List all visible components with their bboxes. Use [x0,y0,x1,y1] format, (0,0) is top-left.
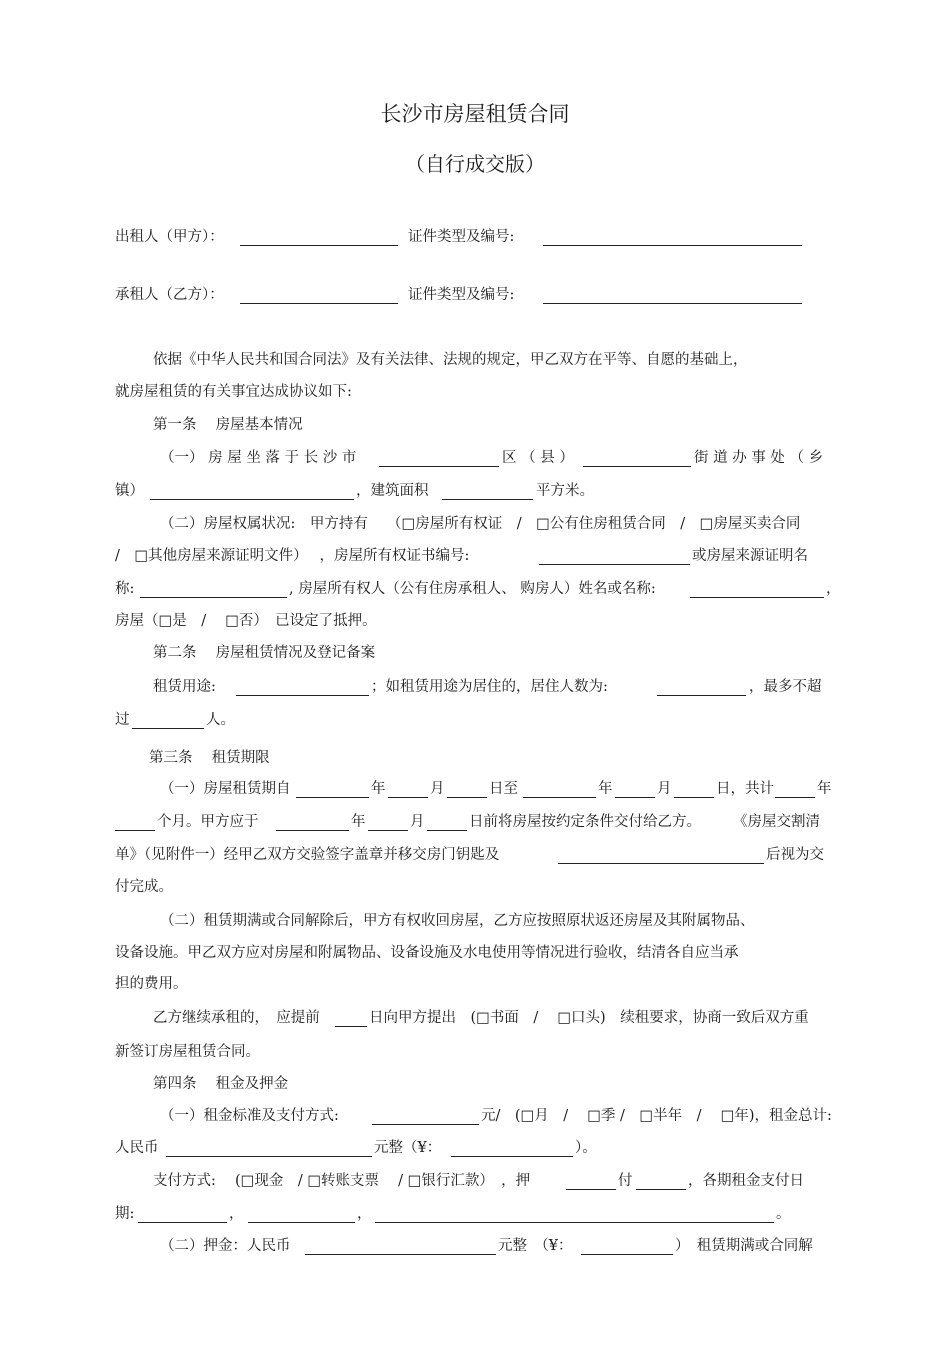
purpose-blank[interactable] [236,695,369,696]
deposit-months-blank[interactable] [566,1189,616,1190]
art4-pay-word: 付 [618,1173,633,1189]
delivery-month-blank[interactable] [368,830,408,831]
party-a-label: 出租人（甲方）： [115,229,224,245]
start-month-blank[interactable] [388,797,428,798]
art1-unit-text: 平方米。 [536,483,594,499]
art4-pay-method: 支付方式: (□现金 / □转账支票 / □银行汇款） ，押 [153,1173,531,1189]
pay-date-2-blank[interactable] [248,1222,355,1223]
handover-items-blank[interactable] [558,863,764,864]
art3-delivery-text: 个月。甲方应于 [157,814,259,830]
art1-location-text: （一） 房 屋 坐 落 于 长 沙 市 [160,450,357,466]
art1-area-text: ，建筑面积 [356,483,429,499]
art2-residents-text: ；如租赁用途为居住的，居住人数为: [371,679,608,695]
art1-comma: ， [826,581,841,597]
party-a-id-blank[interactable] [543,245,802,246]
art3-handover-text: 《房屋交割清 [733,814,820,830]
art2-max-text: ，最多不超 [749,679,822,695]
max-residents-blank[interactable] [132,728,204,729]
end-year-blank[interactable] [523,797,596,798]
art2-purpose-label: 租赁用途: [153,679,216,695]
area-blank[interactable] [442,499,533,500]
doc-title: 长沙市房屋租赁合同 [380,102,570,126]
intro-line-1: 依据《中华人民共和国合同法》及有关法律、法规的规定，甲乙双方在平等、自愿的基础上， [153,352,748,368]
start-year-blank[interactable] [296,797,369,798]
art3-year-word-2: 年 [598,781,613,797]
start-day-blank[interactable] [447,797,487,798]
party-b-blank[interactable] [240,303,398,304]
doc-subtitle: （自行成交版） [405,152,545,176]
party-b-id-blank[interactable] [543,303,802,304]
rent-amount-blank[interactable] [372,1124,479,1125]
district-blank[interactable] [379,466,499,467]
owner-name-blank[interactable] [690,597,824,598]
art3-year-word-4: 年 [351,814,366,830]
article-2-title: 第二条 房屋租赁情况及登记备案 [153,645,376,661]
total-months-blank[interactable] [115,830,155,831]
art1-ownership-line-2: / □其他房屋来源证明文件） ，房屋所有权证书编号: [115,548,470,564]
art3-month-word: 月 [430,781,445,797]
intro-line-2: 就房屋租赁的有关事宜达成协议如下: [115,384,352,400]
rent-total-num-blank[interactable] [451,1156,573,1157]
art1-district-text: 区 （ 县 ） [502,450,574,466]
party-b-id-label: 证件类型及编号: [408,287,515,303]
art3-month-word-2: 月 [657,781,672,797]
deposit-num-blank[interactable] [581,1254,673,1255]
art3-complete-text: 付完成。 [115,879,173,895]
art4-deposit-yuan: 元整 （¥： [498,1238,573,1254]
art4-deposit-end: ） 租赁期满或合同解 [675,1238,813,1254]
art4-deposit-label: （二）押金：人民币 [160,1238,291,1254]
certificate-no-blank[interactable] [539,564,690,565]
residents-blank[interactable] [657,695,746,696]
art3-year-word: 年 [371,781,386,797]
art1-town-text: 镇） [115,483,144,499]
art1-mortgage-text: 房屋（□是 / □否） 已设定了抵押。 [115,613,377,629]
article-3-title: 第三条 租赁期限 [149,750,270,766]
rent-total-cn-blank[interactable] [166,1156,372,1157]
art4-rent-period: 元/ (□月 / □季 / □半年 / □年)，租金总计: [481,1108,832,1124]
art4-rent-label: （一）租金标准及支付方式: [160,1108,339,1124]
art3-to-word: 日至 [489,781,518,797]
art1-name-label: 称: [115,581,135,597]
street-blank[interactable] [583,466,691,467]
art4-rmb-label: 人民币 [115,1140,159,1156]
pay-date-1-blank[interactable] [138,1222,227,1223]
article-4-title: 第四条 租金及押金 [153,1076,289,1092]
end-day-blank[interactable] [674,797,714,798]
certificate-name-blank[interactable] [140,597,287,598]
art4-pay-date-text: ，各期租金支付日 [688,1173,804,1189]
art3-expiry-line-3: 担的费用。 [115,976,188,992]
art4-period: 。 [776,1206,791,1222]
art3-period-from: （一）房屋租赁期自 [160,781,291,797]
art3-handover-end: 后视为交 [766,847,824,863]
deposit-cn-blank[interactable] [305,1254,496,1255]
party-b-label: 承租人（乙方）： [115,287,224,303]
party-a-blank[interactable] [240,245,398,246]
art3-expiry-line-2: 设备设施。甲乙双方应对房屋和附属物品、设备设施及水电使用等情况进行验收，结清各自应当承 [115,945,739,961]
end-month-blank[interactable] [615,797,655,798]
art3-renew-text: 乙方继续承租的， 应提前 [153,1010,320,1026]
delivery-year-blank[interactable] [276,830,349,831]
art1-ownership-line-1: （二）房屋权属状况: 甲方持有 （□房屋所有权证 / □公有住房租赁合同 / □房屋买卖合同 [160,516,801,532]
art2-exceed-text: 过 [115,712,130,728]
art3-year-word-3: 年 [817,781,832,797]
art3-delivery-text-2: 日前将房屋按约定条件交付给乙方。 [469,814,701,830]
address-blank[interactable] [150,499,354,500]
art1-ownership-line-2b: 或房屋来源证明名 [692,548,808,564]
art4-yuan-text: 元整（¥： [374,1140,442,1156]
pay-months-blank[interactable] [636,1189,686,1190]
art3-renew-end: 新签订房屋租赁合同。 [115,1044,260,1060]
art3-renew-text-2: 日向甲方提出 (□书面 / □口头) 续租要求，协商一致后双方重 [369,1010,809,1026]
article-1-title: 第一条 房屋基本情况 [153,417,303,433]
art3-total-word: 日，共计 [716,781,774,797]
art4-date-label: 期: [115,1206,135,1222]
pay-date-3-blank[interactable] [375,1222,774,1223]
art2-person-text: 人。 [206,712,235,728]
delivery-day-blank[interactable] [427,830,467,831]
party-a-id-label: 证件类型及编号: [408,229,515,245]
renew-days-blank[interactable] [335,1026,367,1027]
art1-street-text: 街 道 办 事 处 （ 乡 [694,450,824,466]
art3-handover-line: 单》（见附件一）经甲乙双方交验签字盖章并移交房门钥匙及 [115,847,500,863]
art3-month-word-4: 月 [410,814,425,830]
art3-expiry-line-1: （二）租赁期满或合同解除后，甲方有权收回房屋，乙方应按照原状返还房屋及其附属物品、 [160,913,755,929]
art4-close-paren: ）。 [575,1140,597,1156]
art1-owner-text: , 房屋所有权人（公有住房承租人、 购房人）姓名或名称: [289,581,656,597]
art4-comma-2: ， [357,1206,372,1222]
total-years-blank[interactable] [775,797,815,798]
art4-comma-1: ， [229,1206,244,1222]
